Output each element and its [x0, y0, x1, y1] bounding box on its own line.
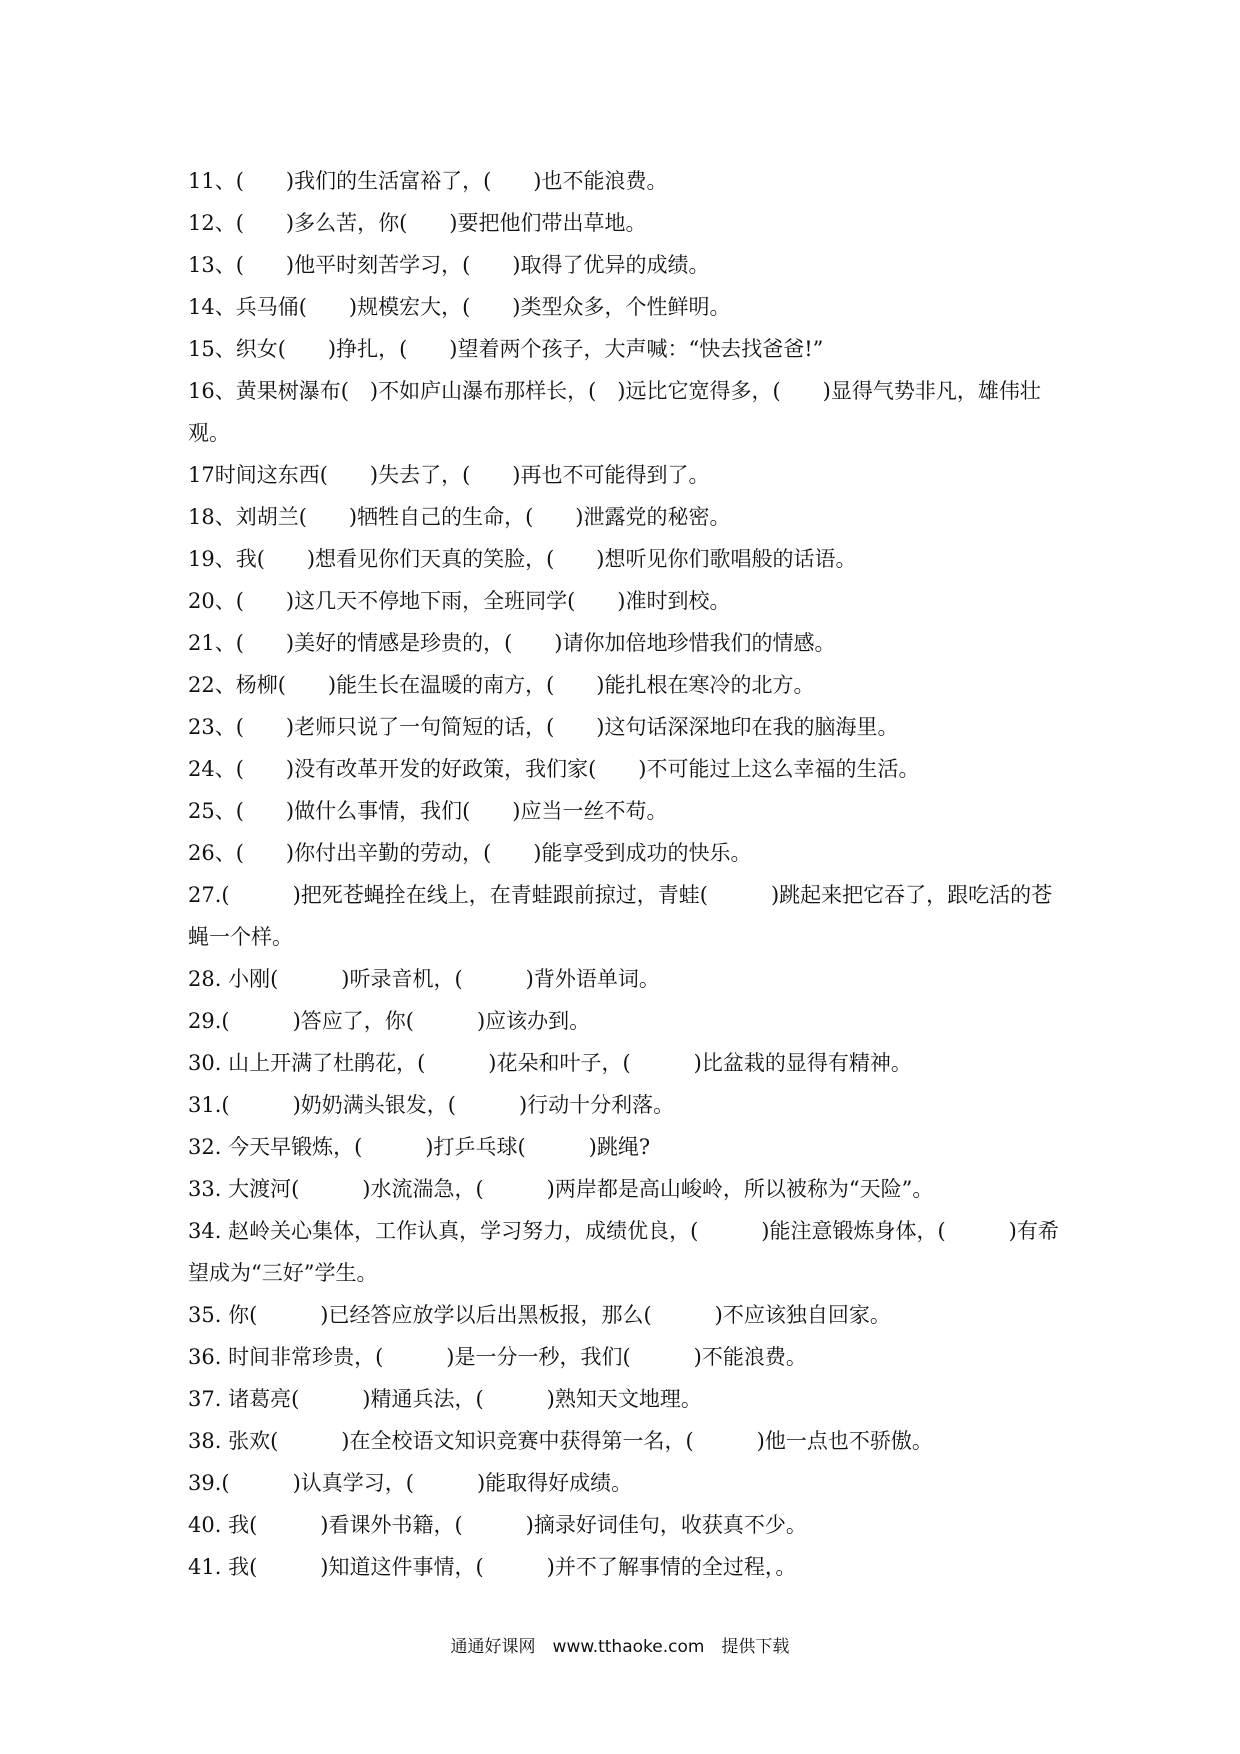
question-item: 23、( )老师只说了一句简短的话，( )这句话深深地印在我的脑海里。 — [188, 715, 899, 739]
question-item: 16、黄果树瀑布( )不如庐山瀑布那样长，( )远比它宽得多，( )显得气势非凡，雄伟壮观。 — [188, 379, 1041, 445]
question-item: 18、刘胡兰( )牺牲自己的生命，( )泄露党的秘密。 — [188, 505, 731, 529]
question-item: 19、我( )想看见你们天真的笑脸，( )想听见你们歌唱般的话语。 — [188, 547, 857, 571]
question-item: 21、( )美好的情感是珍贵的，( )请你加倍地珍惜我们的情感。 — [188, 631, 836, 655]
question-item: 40. 我( )看课外书籍，( )摘录好词佳句，收获真不少。 — [188, 1513, 807, 1537]
question-item: 30. 山上开满了杜鹃花，( )花朵和叶子，( )比盆栽的显得有精神。 — [188, 1051, 912, 1075]
question-item: 36. 时间非常珍贵，( )是一分一秒，我们( )不能浪费。 — [188, 1345, 807, 1369]
question-list — [188, 160, 1068, 1588]
question-item: 32. 今天早锻炼，( )打乒乓球( )跳绳? — [188, 1135, 651, 1159]
question-item: 11、( )我们的生活富裕了，( )也不能浪费。 — [188, 169, 668, 193]
question-item: 12、( )多么苦，你( )要把他们带出草地。 — [188, 211, 647, 235]
question-item: 25、( )做什么事情，我们( )应当一丝不苟。 — [188, 799, 668, 823]
question-item: 33. 大渡河( )水流湍急，( )两岸都是高山峻岭，所以被称为“天险”。 — [188, 1177, 934, 1201]
question-item: 28. 小刚( )听录音机，( )背外语单词。 — [188, 967, 660, 991]
question-item: 39.( )认真学习，( )能取得好成绩。 — [188, 1471, 633, 1495]
question-item: 31.( )奶奶满头银发，( )行动十分利落。 — [188, 1093, 675, 1117]
question-item: 24、( )没有改革开发的好政策，我们家( )不可能过上这么幸福的生活。 — [188, 757, 920, 781]
question-item: 14、兵马俑( )规模宏大，( )类型众多，个性鲜明。 — [188, 295, 731, 319]
question-item: 35. 你( )已经答应放学以后出黑板报，那么( )不应该独自回家。 — [188, 1303, 891, 1327]
question-item: 29.( )答应了，你( )应该办到。 — [188, 1009, 591, 1033]
question-item: 26、( )你付出辛勤的劳动，( )能享受到成功的快乐。 — [188, 841, 752, 865]
question-item: 34. 赵岭关心集体，工作认真，学习努力，成绩优良，( )能注意锻炼身体，( )有希望成为“三好”学生。 — [188, 1219, 1059, 1285]
question-item: 37. 诸葛亮( )精通兵法，( )熟知天文地理。 — [188, 1387, 702, 1411]
question-item: 22、杨柳( )能生长在温暖的南方，( )能扎根在寒冷的北方。 — [188, 673, 815, 697]
question-item: 17时间这东西( )失去了，( )再也不可能得到了。 — [188, 463, 710, 487]
question-item: 13、( )他平时刻苦学习，( )取得了优异的成绩。 — [188, 253, 710, 277]
question-item: 38. 张欢( )在全校语文知识竞赛中获得第一名，( )他一点也不骄傲。 — [188, 1429, 933, 1453]
page-footer: 通通好课网 www.tthaoke.com 提供下载 — [450, 1637, 790, 1657]
question-item: 20、( )这几天不停地下雨，全班同学( )准时到校。 — [188, 589, 731, 613]
question-item: 41. 我( )知道这件事情，( )并不了解事情的全过程，。 — [188, 1555, 797, 1579]
question-item: 27.( )把死苍蝇拴在线上，在青蛙跟前掠过，青蛙( )跳起来把它吞了，跟吃活的苍蝇一个样。 — [188, 883, 1053, 949]
question-item: 15、织女( )挣扎，( )望着两个孩子，大声喊：“快去找爸爸!” — [188, 337, 824, 361]
